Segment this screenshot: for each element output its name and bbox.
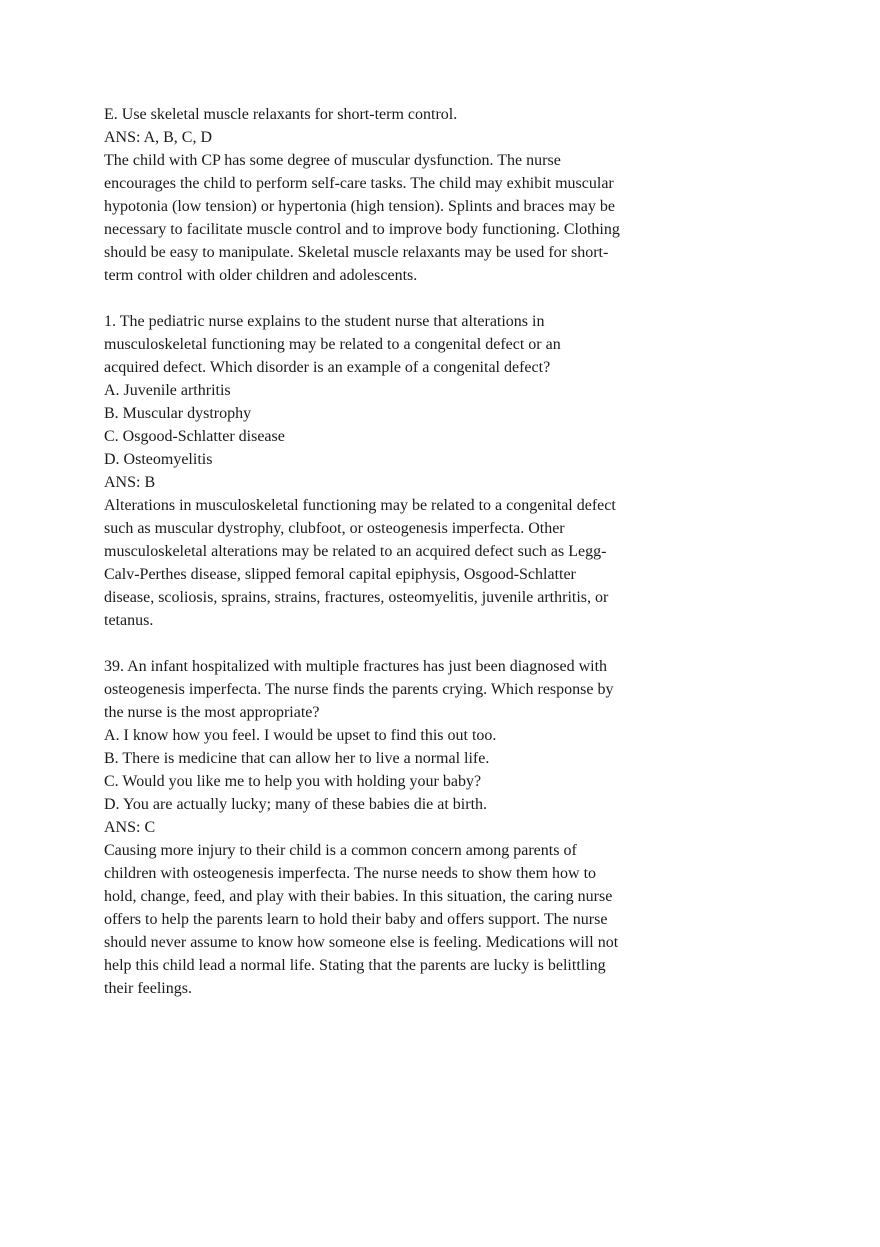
question-stem xyxy=(104,655,664,724)
rationale-line: should be easy to manipulate. Skeletal muscle relaxants may be used for short- xyxy=(104,244,609,261)
rationale-line: help this child lead a normal life. Stating that the parents are lucky is belittling xyxy=(104,957,606,974)
rationale-line: tetanus. xyxy=(104,612,154,629)
answer-options xyxy=(104,379,664,471)
rationale-line: The child with CP has some degree of muscular dysfunction. The nurse xyxy=(104,152,561,169)
question-block-cp xyxy=(104,103,664,287)
option-a: A. Juvenile arthritis xyxy=(104,382,231,399)
question-block-39 xyxy=(104,655,664,1000)
rationale xyxy=(104,494,664,632)
rationale-line: musculoskeletal alterations may be related to an acquired defect such as Legg- xyxy=(104,543,607,560)
option-b: B. Muscular dystrophy xyxy=(104,405,252,422)
rationale xyxy=(104,839,664,1000)
question-line: musculoskeletal functioning may be related to a congenital defect or an xyxy=(104,336,561,353)
rationale-line: disease, scoliosis, sprains, strains, fractures, osteomyelitis, juvenile arthritis, or xyxy=(104,589,609,606)
rationale-line: their feelings. xyxy=(104,980,192,997)
rationale xyxy=(104,149,664,287)
rationale-line: such as muscular dystrophy, clubfoot, or osteogenesis imperfecta. Other xyxy=(104,520,565,537)
question-block-1 xyxy=(104,310,664,632)
rationale-line: offers to help the parents learn to hold their baby and offers support. The nurse xyxy=(104,911,608,928)
question-line: 39. An infant hospitalized with multiple fractures has just been diagnosed with xyxy=(104,658,608,675)
option-d: D. You are actually lucky; many of these babies die at birth. xyxy=(104,796,488,813)
question-line: the nurse is the most appropriate? xyxy=(104,704,320,721)
rationale-line: hypotonia (low tension) or hypertonia (high tension). Splints and braces may be xyxy=(104,198,616,215)
rationale-line: should never assume to know how someone else is feeling. Medications will not xyxy=(104,934,619,951)
question-line: osteogenesis imperfecta. The nurse finds the parents crying. Which response by xyxy=(104,681,614,698)
answer-key: ANS: A, B, C, D xyxy=(104,129,213,146)
option-c: C. Osgood-Schlatter disease xyxy=(104,428,285,445)
rationale-line: children with osteogenesis imperfecta. The nurse needs to show them how to xyxy=(104,865,597,882)
option-a: A. I know how you feel. I would be upset to find this out too. xyxy=(104,727,497,744)
option-b: B. There is medicine that can allow her to live a normal life. xyxy=(104,750,490,767)
rationale-line: encourages the child to perform self-care tasks. The child may exhibit muscular xyxy=(104,175,614,192)
rationale-line: Calv-Perthes disease, slipped femoral capital epiphysis, Osgood-Schlatter xyxy=(104,566,576,583)
rationale-line: Causing more injury to their child is a common concern among parents of xyxy=(104,842,577,859)
rationale-line: Alterations in musculoskeletal functioning may be related to a congenital defect xyxy=(104,497,616,514)
answer-key: ANS: B xyxy=(104,474,156,491)
answer-options xyxy=(104,724,664,816)
option-e: E. Use skeletal muscle relaxants for short-term control. xyxy=(104,106,458,123)
option-d: D. Osteomyelitis xyxy=(104,451,213,468)
question-line: 1. The pediatric nurse explains to the student nurse that alterations in xyxy=(104,313,545,330)
rationale-line: hold, change, feed, and play with their babies. In this situation, the caring nurse xyxy=(104,888,613,905)
rationale-line: necessary to facilitate muscle control and to improve body functioning. Clothing xyxy=(104,221,620,238)
rationale-line: term control with older children and adolescents. xyxy=(104,267,418,284)
answer-key: ANS: C xyxy=(104,819,156,836)
option-c: C. Would you like me to help you with holding your baby? xyxy=(104,773,482,790)
question-stem xyxy=(104,310,664,379)
question-line: acquired defect. Which disorder is an example of a congenital defect? xyxy=(104,359,551,376)
page-content xyxy=(104,103,664,1023)
